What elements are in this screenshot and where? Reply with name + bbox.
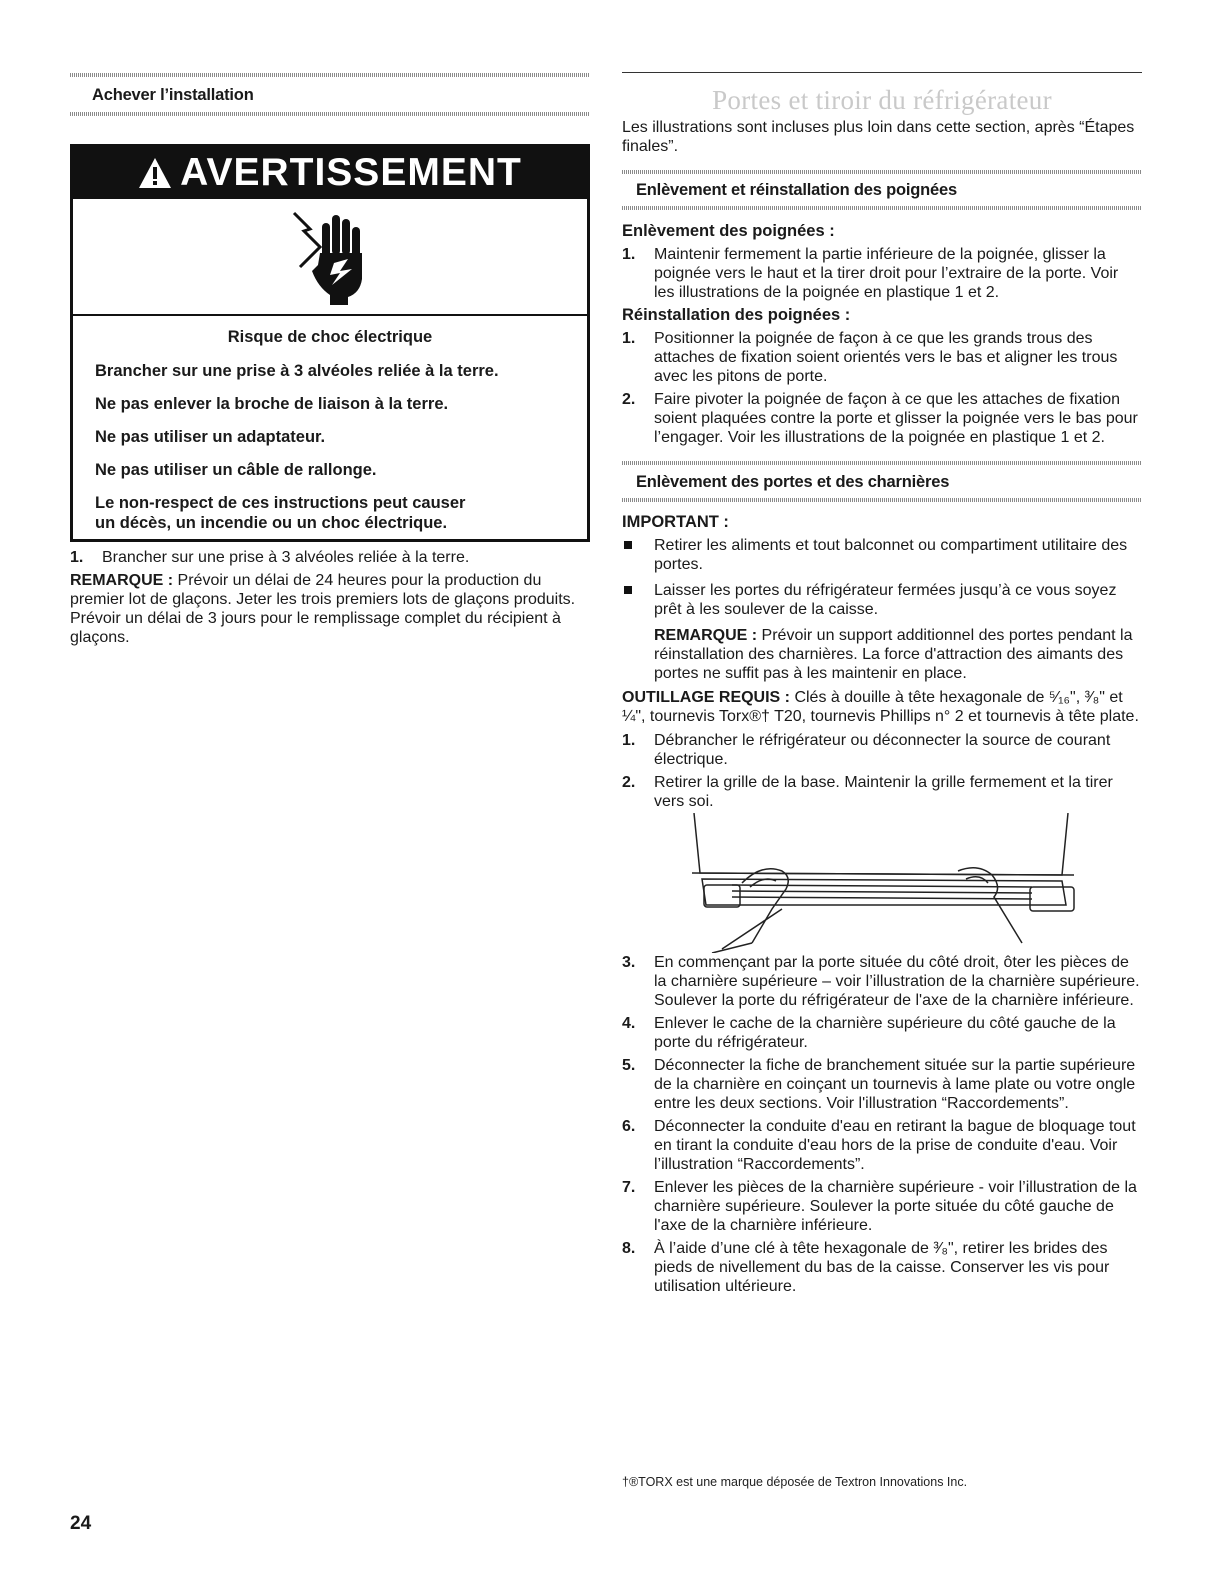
section-rule-bottom (622, 498, 1142, 502)
warning-line: Ne pas utiliser un adaptateur. (95, 428, 326, 446)
step-number: 1. (622, 330, 636, 347)
warning-line: Ne pas utiliser un câble de rallonge. (95, 461, 377, 479)
step-number: 4. (622, 1015, 636, 1032)
remark-label: REMARQUE : (70, 572, 174, 589)
section-heading: Achever l’installation (92, 86, 254, 104)
page-title: Portes et tiroir du réfrigérateur (712, 85, 1052, 115)
reinstall-heading: Réinstallation des poignées : (622, 306, 851, 324)
step-1 (70, 548, 590, 567)
step-text: Débrancher le réfrigérateur ou déconnecter la source de courant électrique. (654, 732, 1111, 768)
left-column (70, 0, 590, 116)
page-number: 24 (70, 1513, 92, 1534)
step-1 (622, 731, 1142, 769)
step-text: Enlever le cache de la charnière supérieure du côté gauche de la porte du réfrigérateur. (654, 1015, 1116, 1051)
bullet-square-icon (624, 541, 632, 549)
step-text: Déconnecter la conduite d'eau en retirant la bague de bloquage tout en tirant la conduite d'eau hors de la prise de conduite d'eau. Voir l’illustration “Raccordements”. (654, 1118, 1136, 1173)
left-steps (70, 548, 590, 647)
remark-text: Prévoir un délai de 24 heures pour la production du premier lot de glaçons. Jeter les trois premiers lots de glaçons produits. Prévoir un délai de 3 jours pour le remplissage complet du récipient à glaçons. (70, 572, 576, 646)
bullet-item (622, 536, 1142, 574)
reinstall-step-2 (622, 390, 1142, 447)
step-text: À l’aide d’une clé à tête hexagonale de ³⁄₈", retirer les brides des pieds de nivellement du bas de la caisse. Conserver les vis pour utilisation ultérieure. (654, 1240, 1110, 1295)
removal-step-1 (622, 245, 1142, 302)
tools-label: OUTILLAGE REQUIS : (622, 689, 790, 706)
step-text: Faire pivoter la poignée de façon à ce que les attaches de fixation soient plaquées contre la porte et glisser la poignée vers le bas pour l’engager. Voir les illustrations de la poignée en plastique 1 et 2. (654, 391, 1138, 446)
step-text: Positionner la poignée de façon à ce que les grands trous des attaches de fixation soient orientés vers le bas et aligner les trous avec les pitons de porte. (654, 330, 1118, 385)
warning-consequence-1: Le non-respect de ces instructions peut causer (95, 494, 466, 512)
right-column (622, 0, 1142, 1296)
handles-heading: Enlèvement et réinstallation des poignées (636, 181, 957, 199)
note-paragraph (622, 626, 1142, 683)
warning-risk: Risque de choc électrique (227, 328, 433, 346)
step-number: 8. (622, 1240, 636, 1257)
step-3 (622, 953, 1142, 1010)
warning-consequence-2: un décès, un incendie ou un choc électrique. (95, 514, 448, 532)
tools-text: Clés à douille à tête hexagonale de ⁵⁄₁₆", ³⁄₈" et ¼", tournevis Torx®† T20, tournevis Phillips n° 2 et tournevis à tête plate. (622, 689, 1139, 725)
step-number: 2. (622, 391, 636, 408)
step-number: 2. (622, 774, 636, 791)
step-number: 1. (70, 549, 84, 566)
step-number: 6. (622, 1118, 636, 1135)
intro-text: Les illustrations sont incluses plus loin dans cette section, après “Étapes finales”. (622, 119, 1135, 155)
step-number: 3. (622, 954, 636, 971)
warning-body (73, 316, 587, 533)
reinstall-step-1 (622, 329, 1142, 386)
step-text: Enlever les pièces de la charnière supérieure - voir l’illustration de la charnière supérieure. Soulever la porte située du côté gauche de l'axe de la charnière inférieure. (654, 1179, 1137, 1234)
step-text: Déconnecter la fiche de branchement située sur la partie supérieure de la charnière en coinçant un tournevis à lame plate ou votre ongle entre les deux sections. Voir l'illustration “Raccordements”. (654, 1057, 1136, 1112)
grille-illustration-svg (622, 813, 1142, 953)
step-5 (622, 1056, 1142, 1113)
base-grille-removal-illustration (622, 813, 1142, 953)
step-6 (622, 1117, 1142, 1174)
important-label: IMPORTANT : (622, 513, 729, 531)
step-7 (622, 1178, 1142, 1235)
remark-paragraph (70, 571, 590, 647)
warning-line: Ne pas enlever la broche de liaison à la terre. (95, 395, 449, 413)
note-label: REMARQUE : (654, 627, 758, 644)
doors-heading: Enlèvement des portes et des charnières (636, 473, 950, 491)
bullet-square-icon (624, 586, 632, 594)
bullet-text: Laisser les portes du réfrigérateur fermées jusqu’à ce vous soyez prêt à les soulever de la caisse. (654, 582, 1117, 618)
section-rule-bottom (622, 206, 1142, 210)
warning-line: Brancher sur une prise à 3 alvéoles reliée à la terre. (95, 362, 499, 380)
footnote: †®TORX est une marque déposée de Textron Innovations Inc. (622, 1475, 968, 1489)
warning-box (70, 144, 590, 542)
tools-paragraph (622, 688, 1142, 726)
electric-shock-hand-icon (290, 209, 370, 305)
bullet-text: Retirer les aliments et tout balconnet ou compartiment utilitaire des portes. (654, 537, 1128, 573)
title-rule (622, 72, 1142, 73)
step-text: Retirer la grille de la base. Maintenir la grille fermement et la tirer vers soi. (654, 774, 1113, 810)
step-number: 1. (622, 246, 636, 263)
step-text: Maintenir fermement la partie inférieure de la poignée, glisser la poignée vers le haut et la tirer droit pour l’extraire de la porte. Voir les illustrations de la poignée en plastique 1 et 2. (654, 246, 1119, 301)
warning-triangle-icon (138, 157, 172, 189)
step-number: 1. (622, 732, 636, 749)
step-text: En commençant par la porte située du côté droit, ôter les pièces de la charnière supérieure – voir l’illustration de la charnière supérieure. Soulever la porte du réfrigérateur de l'axe de la charnière inférieure. (654, 954, 1140, 1009)
bullet-item (622, 581, 1142, 619)
step-2 (622, 773, 1142, 811)
removal-heading: Enlèvement des poignées : (622, 222, 835, 240)
step-text: Brancher sur une prise à 3 alvéoles reliée à la terre. (102, 549, 470, 566)
warning-title: AVERTISSEMENT (180, 151, 522, 194)
section-rule-bottom (70, 112, 590, 116)
step-number: 7. (622, 1179, 636, 1196)
warning-icon-area (73, 199, 587, 316)
note-text: Prévoir un support additionnel des portes pendant la réinstallation des charnières. La force d'attraction des aimants des portes ne suffit pas à les maintenir en place. (654, 627, 1133, 682)
step-number: 5. (622, 1057, 636, 1074)
step-4 (622, 1014, 1142, 1052)
step-8 (622, 1239, 1142, 1296)
warning-header (73, 147, 587, 199)
